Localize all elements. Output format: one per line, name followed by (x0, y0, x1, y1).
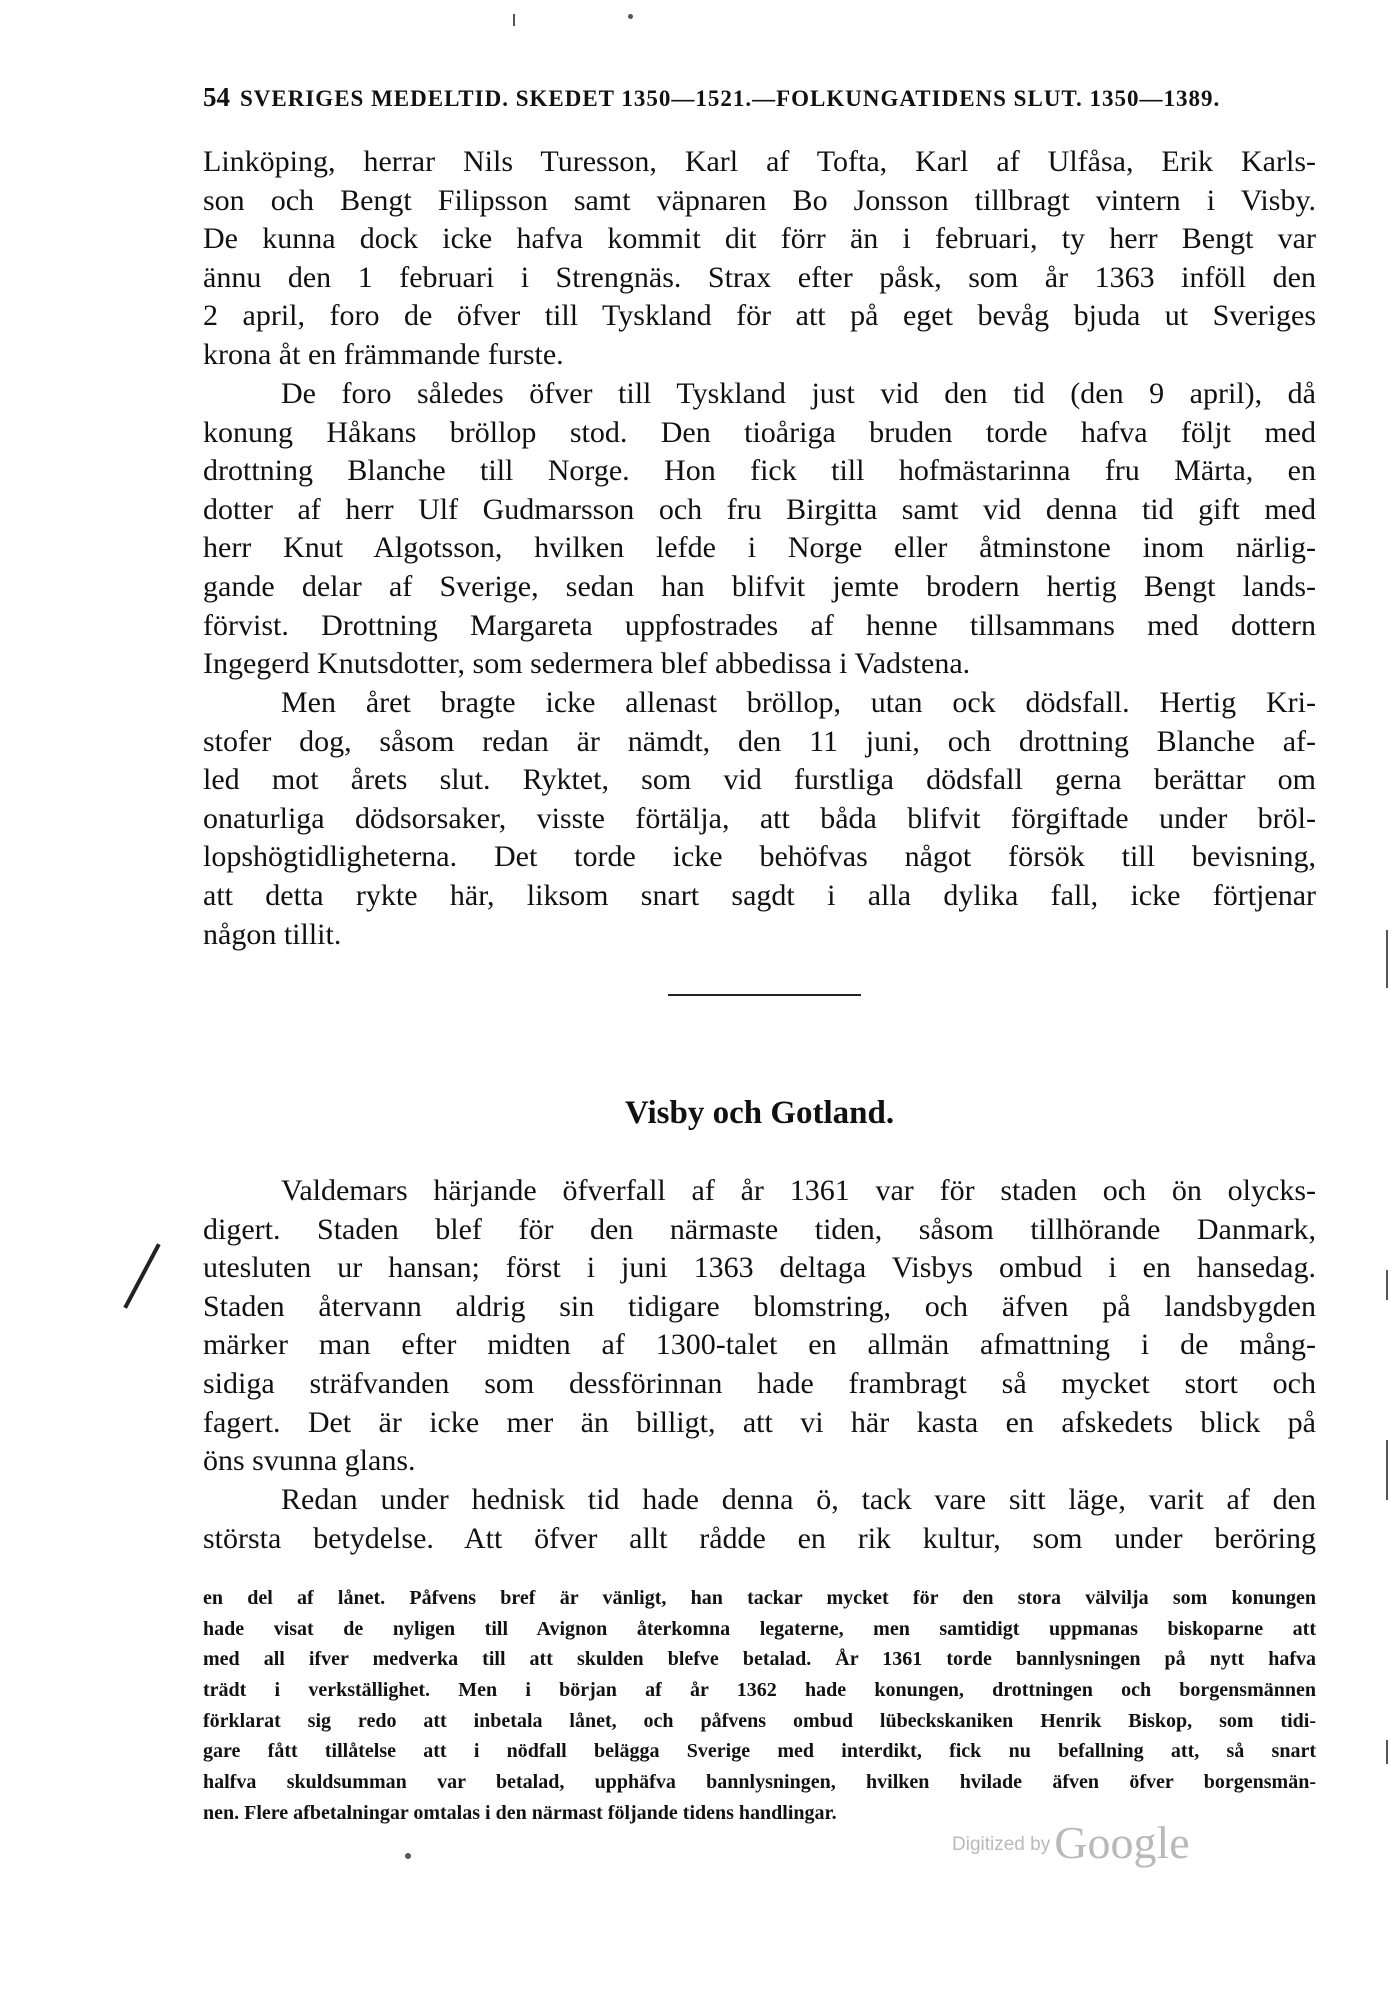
text-line: Ingegerd Knutsdotter, som sedermera blef abbedissa i Vadstena. (203, 647, 971, 681)
text-line: att detta rykte här, liksom snart sagdt i alla dylika fall, icke förtjenar (203, 878, 1316, 912)
running-title: SVERIGES MEDELTID. SKEDET 1350—1521.—FOLKUNGATIDENS SLUT. 1350—1389. (240, 86, 1221, 111)
text-line: största betydelse. Att öfver allt rådde en rik kultur, som under beröring (203, 1521, 1316, 1555)
text-line: led mot årets slut. Ryktet, som vid furstliga dödsfall gerna berättar om (203, 763, 1316, 797)
text-line: drottning Blanche till Norge. Hon fick till hofmästarinna fru Märta, en (203, 454, 1316, 488)
text-line: gande delar af Sverige, sedan han blifvit jemte brodern hertig Bengt lands- (203, 569, 1316, 603)
text-line: Staden återvann aldrig sin tidigare blomstring, och äfven på landsbygden (203, 1289, 1316, 1323)
margin-pencil-mark (123, 1243, 160, 1308)
text-line: dotter af herr Ulf Gudmarsson och fru Birgitta samt vid denna tid gift med (203, 492, 1316, 526)
footnote-block (203, 1583, 1316, 1829)
text-line: ännu den 1 februari i Strengnäs. Strax efter påsk, som år 1363 inföll den (203, 260, 1316, 294)
text-line: utesluten ur hansan; först i juni 1363 deltaga Visbys ombud i en hansedag. (203, 1251, 1316, 1285)
text-line: konung Håkans bröllop stod. Den tioåriga bruden torde hafva följt med (203, 415, 1316, 449)
text-line: Men året bragte icke allenast bröllop, utan ock dödsfall. Hertig Kri- (281, 686, 1316, 719)
text-line: stofer dog, såsom redan är nämdt, den 11 juni, och drottning Blanche af- (203, 724, 1316, 758)
footnote-line: förklarat sig redo att inbetala lånet, och påfvens ombud lübeckskaniken Henrik Biskop, som tidi- (203, 1709, 1316, 1732)
footnote-line: hade visat de nyligen till Avignon återkomna legaterne, men samtidigt uppmanas biskoparne att (203, 1617, 1316, 1640)
page-number: 54 (203, 82, 230, 112)
edge-scan-mark (513, 14, 515, 26)
edge-scan-mark (628, 14, 633, 19)
text-line: förvist. Drottning Margareta uppfostrades af henne tillsammans med dottern (203, 608, 1316, 642)
text-line: digert. Staden blef för den närmaste tiden, såsom tillhörande Danmark, (203, 1212, 1316, 1246)
text-line: Linköping, herrar Nils Turesson, Karl af Tofta, Karl af Ulfåsa, Erik Karls- (203, 145, 1316, 178)
paragraph-4 (203, 1172, 1316, 1481)
watermark-brand-text: Google (1054, 1817, 1190, 1868)
running-head (203, 82, 1316, 113)
edge-scan-mark (1386, 1440, 1388, 1500)
footnote-line: nen. Flere afbetalningar omtalas i den närmast följande tidens handlingar. (203, 1801, 837, 1824)
footnote-line: en del af lånet. Påfvens bref är vänligt, han tackar mycket för den stora välvilja som konungen (203, 1587, 1316, 1609)
footnote-line: trädt i verkställighet. Men i början af år 1362 hade konungen, drottningen och borgensmännen (203, 1679, 1316, 1702)
section-divider (668, 994, 861, 996)
watermark-digitized-text: Digitized by (952, 1834, 1051, 1855)
edge-scan-mark (405, 1853, 411, 1859)
footnote-line: med all ifver medverka till att skulden blefve betalad. År 1361 torde bannlysningen på nytt hafva (203, 1648, 1316, 1671)
digitized-watermark (952, 1816, 1190, 1869)
edge-scan-mark (1386, 1270, 1388, 1300)
text-line: De foro således öfver till Tyskland just vid den tid (den 9 april), då (281, 377, 1316, 410)
footnote-line: gare fått tillåtelse att i nödfall belägga Sverige med interdikt, fick nu befallning att, så snart (203, 1740, 1316, 1763)
paragraph-1 (203, 143, 1316, 375)
text-line: herr Knut Algotsson, hvilken lefde i Norge eller åtminstone inom närlig- (203, 531, 1316, 565)
edge-scan-mark (1386, 930, 1388, 988)
text-line: son och Bengt Filipsson samt väpnaren Bo Jonsson tillbragt vintern i Visby. (203, 183, 1316, 217)
text-line: sidiga sträfvanden som dessförinnan hade frambragt så mycket stort och (203, 1366, 1316, 1400)
footnote-line: halfva skuldsumman var betalad, upphäfva bannlysningen, hvilken hvilade äfven öfver borgensmän- (203, 1771, 1316, 1794)
text-line: krona åt en främmande furste. (203, 337, 564, 371)
text-line: lopshögtidligheterna. Det torde icke behöfvas något försök till bevisning, (203, 840, 1316, 874)
paragraph-5 (203, 1481, 1316, 1558)
text-line: 2 april, foro de öfver till Tyskland för att på eget bevåg bjuda ut Sveriges (203, 299, 1316, 333)
text-line: De kunna dock icke hafva kommit dit förr än i februari, ty herr Bengt var (203, 222, 1316, 256)
paragraph-2 (203, 375, 1316, 684)
text-line: fagert. Det är icke mer än billigt, att vi här kasta en afskedets blick på (203, 1405, 1316, 1439)
edge-scan-mark (1386, 1740, 1388, 1764)
text-line: någon tillit. (203, 917, 342, 951)
section-title: Visby och Gotland. (624, 1095, 895, 1131)
text-line: onaturliga dödsorsaker, visste förtälja, att båda blifvit förgiftade under bröl- (203, 801, 1316, 835)
text-line: märker man efter midten af 1300-talet en allmän afmattning i de mång- (203, 1328, 1316, 1362)
text-line: öns svunna glans. (203, 1444, 416, 1478)
text-line: Valdemars härjande öfverfall af år 1361 var för staden och ön olycks- (281, 1174, 1316, 1207)
paragraph-3 (203, 684, 1316, 954)
text-line: Redan under hednisk tid hade denna ö, tack vare sitt läge, varit af den (281, 1483, 1316, 1516)
